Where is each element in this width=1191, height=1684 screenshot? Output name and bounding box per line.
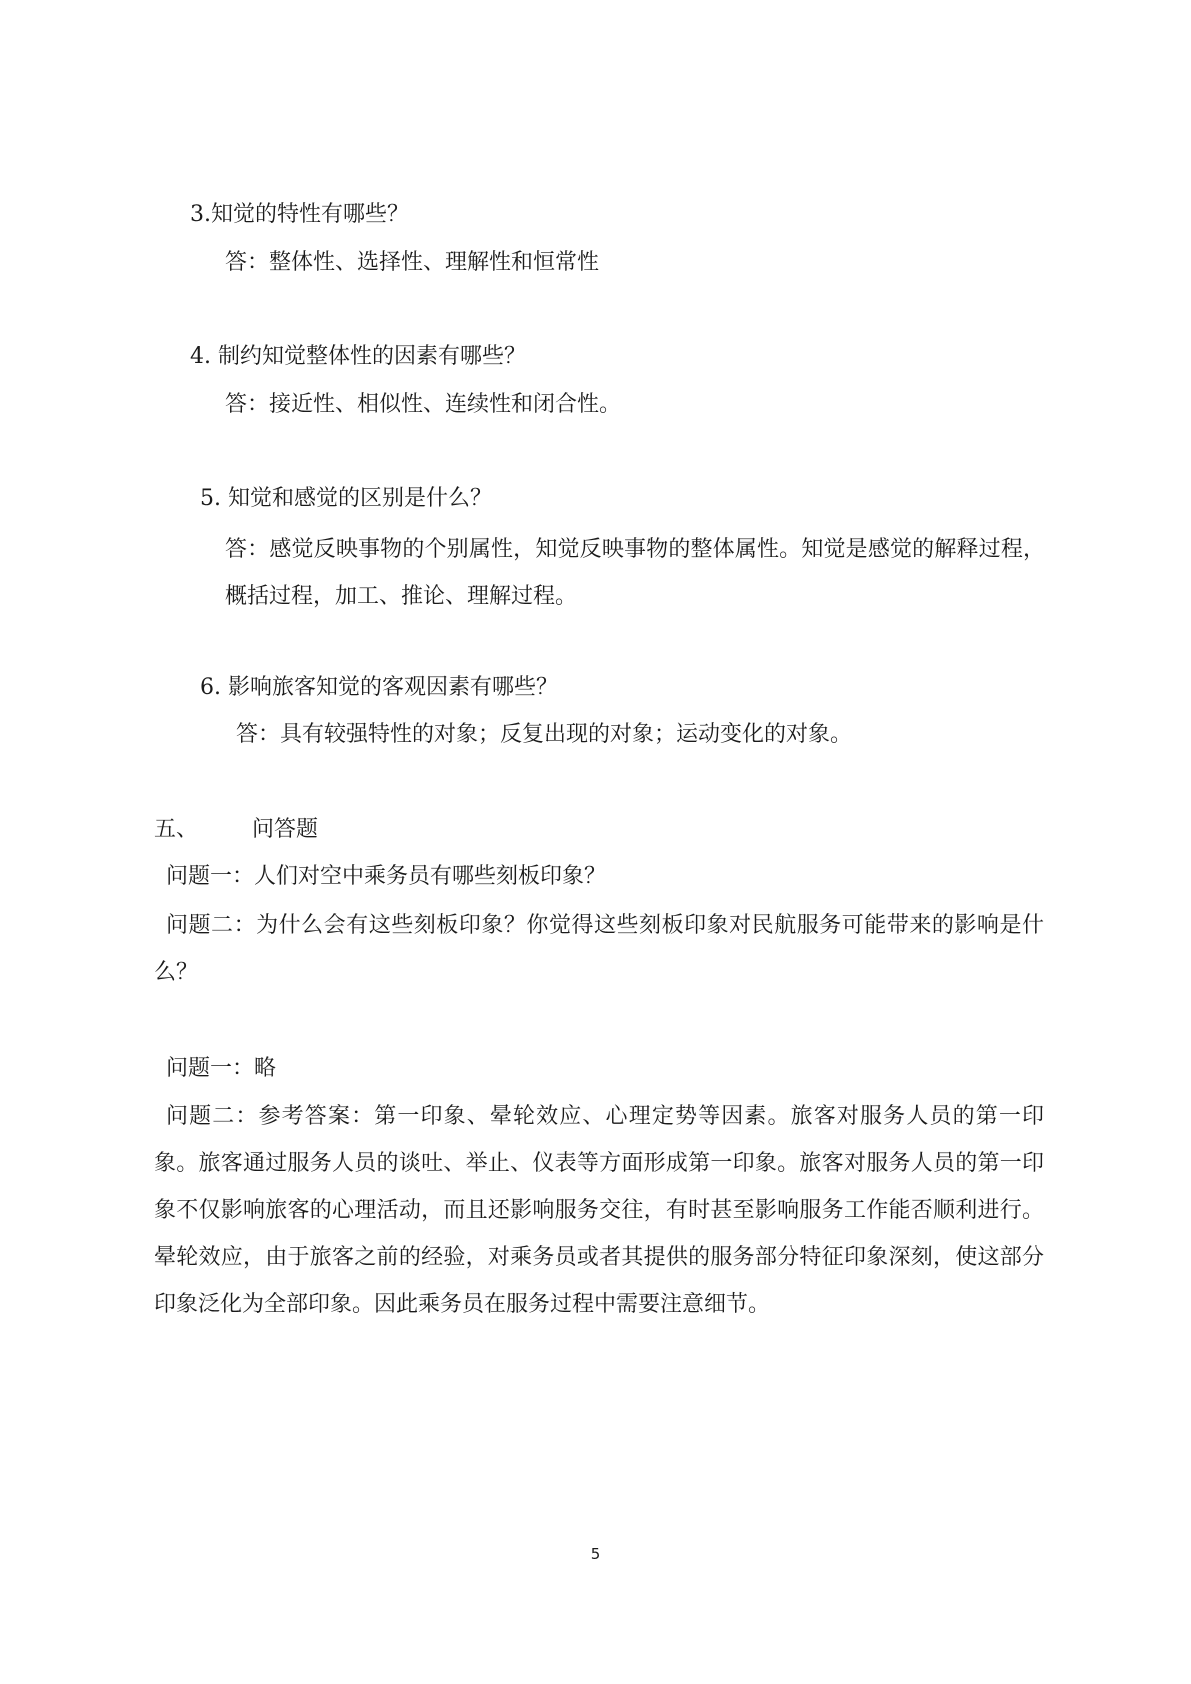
answer-3: 答：整体性、选择性、理解性和恒常性 xyxy=(225,250,600,275)
question-5: 5. 知觉和感觉的区别是什么？ xyxy=(200,486,492,511)
answer-problem-2: 问题二：参考答案：第一印象、晕轮效应、心理定势等因素。旅客对服务人员的第一印象。旅客通过服务人员的谈吐、举止、仪表等方面形成第一印象。旅客对服务人员的第一印象不仅影响旅客的心理活动，而且还影响服务交往，有时甚至影响服务工作能否顺利进行。晕轮效应，由于旅客之前的经验，对乘务员或者其提供的服务部分特征印象深刻，使这部分印象泛化为全部印象。因此乘务员在服务过程中需要注意细节。 xyxy=(154,1104,1044,1317)
question-6: 6. 影响旅客知觉的客观因素有哪些？ xyxy=(200,675,558,700)
page-number: 5 xyxy=(590,1545,601,1563)
problem-1: 问题一：人们对空中乘务员有哪些刻板印象？ xyxy=(166,864,607,889)
answer-problem-1: 问题一：略 xyxy=(166,1056,277,1081)
section-title: 问答题 xyxy=(252,817,319,842)
problem-2: 问题二：为什么会有这些刻板印象？你觉得这些刻板印象对民航服务可能带来的影响是什么？ xyxy=(154,913,1044,985)
section-number: 五、 xyxy=(154,817,199,842)
answer-4: 答：接近性、相似性、连续性和闭合性。 xyxy=(225,392,622,417)
answer-6: 答：具有较强特性的对象；反复出现的对象；运动变化的对象。 xyxy=(236,722,853,747)
question-3: 3.知觉的特性有哪些？ xyxy=(190,202,409,227)
question-4: 4. 制约知觉整体性的因素有哪些？ xyxy=(190,344,526,369)
answer-5: 答：感觉反映事物的个别属性，知觉反映事物的整体属性。知觉是感觉的解释过程，概括过程，加工、推论、理解过程。 xyxy=(225,537,1045,609)
